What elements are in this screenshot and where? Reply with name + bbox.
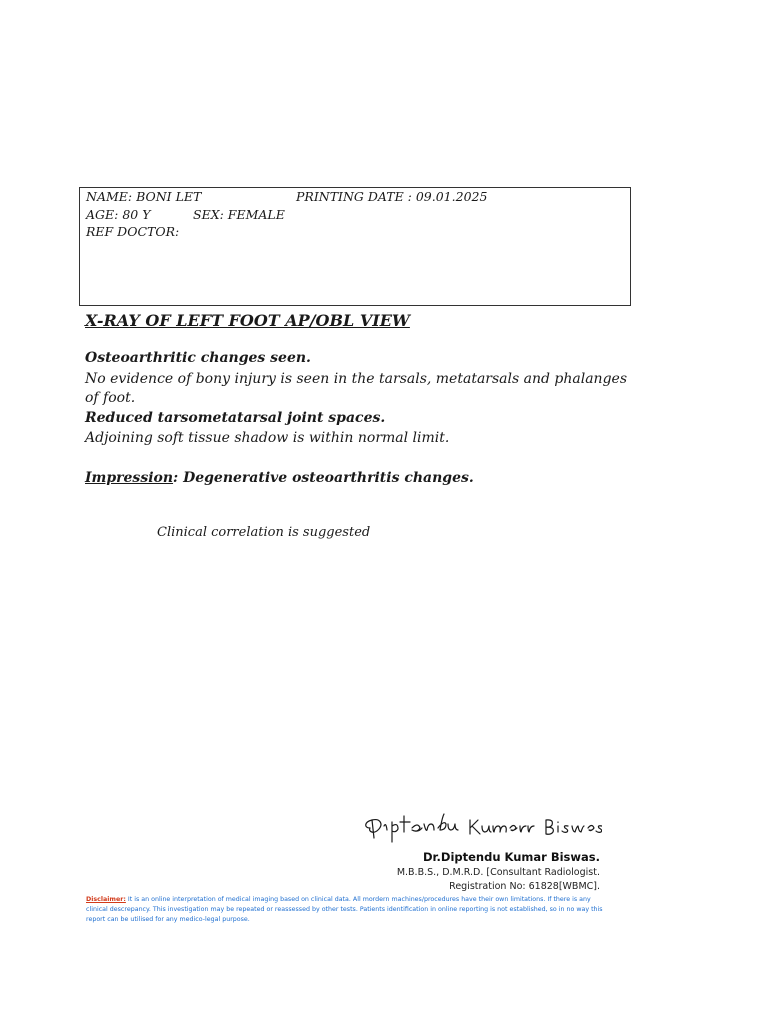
- patient-sex: SEX: FEMALE: [193, 207, 285, 222]
- report-title: X-RAY OF LEFT FOOT AP/OBL VIEW: [85, 311, 410, 330]
- impression: [85, 470, 474, 486]
- patient-name: NAME: BONI LET: [86, 189, 202, 204]
- doctor-registration: Registration No: 61828[WBMC].: [449, 881, 600, 892]
- finding-osteoarthritic: Osteoarthritic changes seen.: [85, 350, 311, 366]
- ref-doctor: REF DOCTOR:: [86, 224, 180, 239]
- doctor-name: Dr.Diptendu Kumar Biswas.: [422, 850, 600, 864]
- disclaimer-label: Disclaimer:: [86, 896, 126, 903]
- finding-bony-injury-line2: of foot.: [85, 390, 136, 406]
- finding-bony-injury-line1: No evidence of bony injury is seen in the tarsals, metatarsals and phalanges: [85, 371, 628, 387]
- disclaimer-text: It is an online interpretation of medical imaging based on clinical data. All mordern machines/procedures have their own limitations. If there is any clinical descrepancy. This investigation may be repeated or reassessed by other tests. Patients identification in online reporting is not established, so in no way this report can be utilised for any medico-legal purpose.: [86, 896, 603, 923]
- patient-info-box: [79, 187, 631, 306]
- printing-date: PRINTING DATE : 09.01.2025: [296, 189, 488, 204]
- clinical-note: Clinical correlation is suggested: [157, 525, 371, 540]
- finding-soft-tissue: Adjoining soft tissue shadow is within normal limit.: [85, 430, 450, 446]
- disclaimer: [86, 895, 606, 925]
- signature-image: [362, 808, 602, 846]
- impression-text: : Degenerative osteoarthritis changes.: [173, 470, 474, 486]
- doctor-qualifications: M.B.B.S., D.M.R.D. [Consultant Radiologist.: [396, 867, 600, 878]
- patient-age: AGE: 80 Y: [86, 207, 151, 222]
- finding-joint-spaces: Reduced tarsometatarsal joint spaces.: [85, 410, 386, 426]
- impression-label: Impression: [85, 470, 174, 486]
